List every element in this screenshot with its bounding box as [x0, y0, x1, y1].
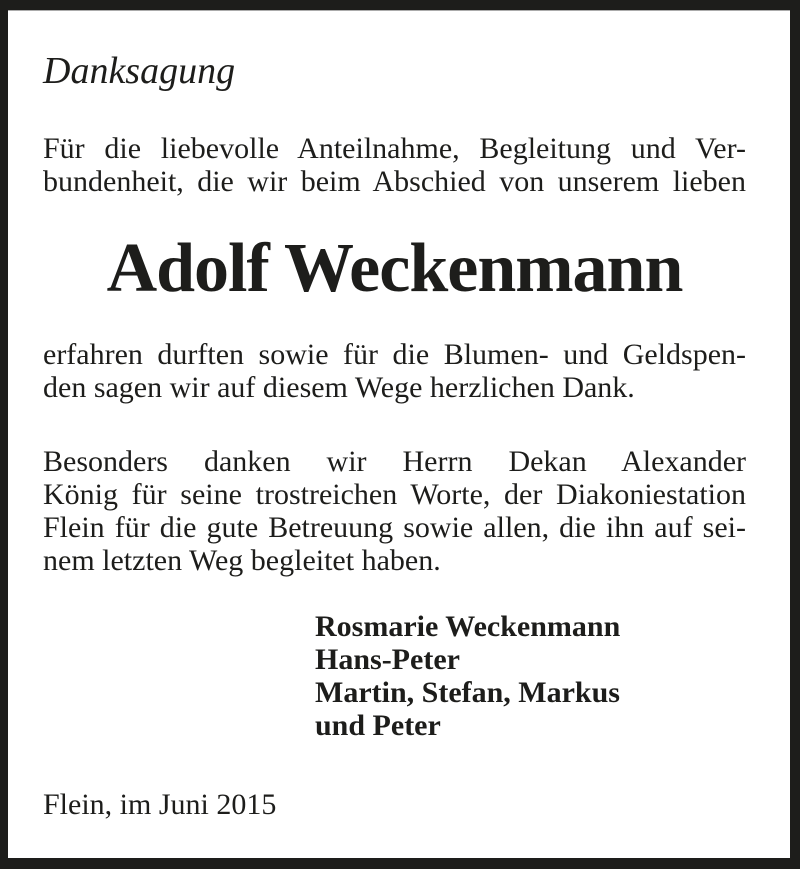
special-thanks-line-text: nem letzten Weg begleitet haben.	[43, 544, 441, 577]
deceased-name: Adolf Weckenmann	[106, 230, 683, 307]
mourner-name: Rosmarie Weckenmann	[315, 610, 621, 643]
mourner-name: und Peter	[315, 709, 441, 742]
notice-title: Danksagung	[43, 50, 236, 92]
thanks-line	[43, 371, 746, 404]
special-thanks-line-text: Besonders danken wir Herrn Dekan Alexander	[43, 445, 746, 478]
special-thanks-line	[43, 445, 746, 478]
intro-paragraph	[43, 132, 746, 198]
intro-line	[43, 132, 746, 165]
special-thanks-line-text: Flein für die gute Betreuung sowie allen, die ihn auf sei-	[43, 511, 746, 544]
special-thanks-line	[43, 478, 746, 511]
special-thanks-line	[43, 511, 746, 544]
thanks-line-text: den sagen wir auf diesem Wege herzlichen Dank.	[43, 371, 635, 404]
special-thanks-line	[43, 544, 746, 577]
special-thanks-paragraph	[43, 445, 746, 577]
special-thanks-line-text: König für seine trostreichen Worte, der Diakoniestation	[43, 478, 746, 511]
notice-content	[8, 11, 790, 821]
thanks-line-text: erfahren durften sowie für die Blumen- und Geldspen-	[43, 338, 746, 371]
intro-line-text: Für die liebevolle Anteilnahme, Begleitung und Ver-	[43, 132, 746, 165]
mourner-name: Martin, Stefan, Markus	[315, 676, 620, 709]
thanks-line	[43, 338, 746, 371]
thanks-paragraph	[43, 338, 746, 404]
place-date: Flein, im Juni 2015	[43, 788, 277, 821]
mourner-name: Hans-Peter	[315, 643, 460, 676]
intro-line	[43, 165, 746, 198]
mourners-block	[315, 610, 746, 742]
intro-line-text: bundenheit, die wir beim Abschied von unserem lieben	[43, 165, 746, 198]
